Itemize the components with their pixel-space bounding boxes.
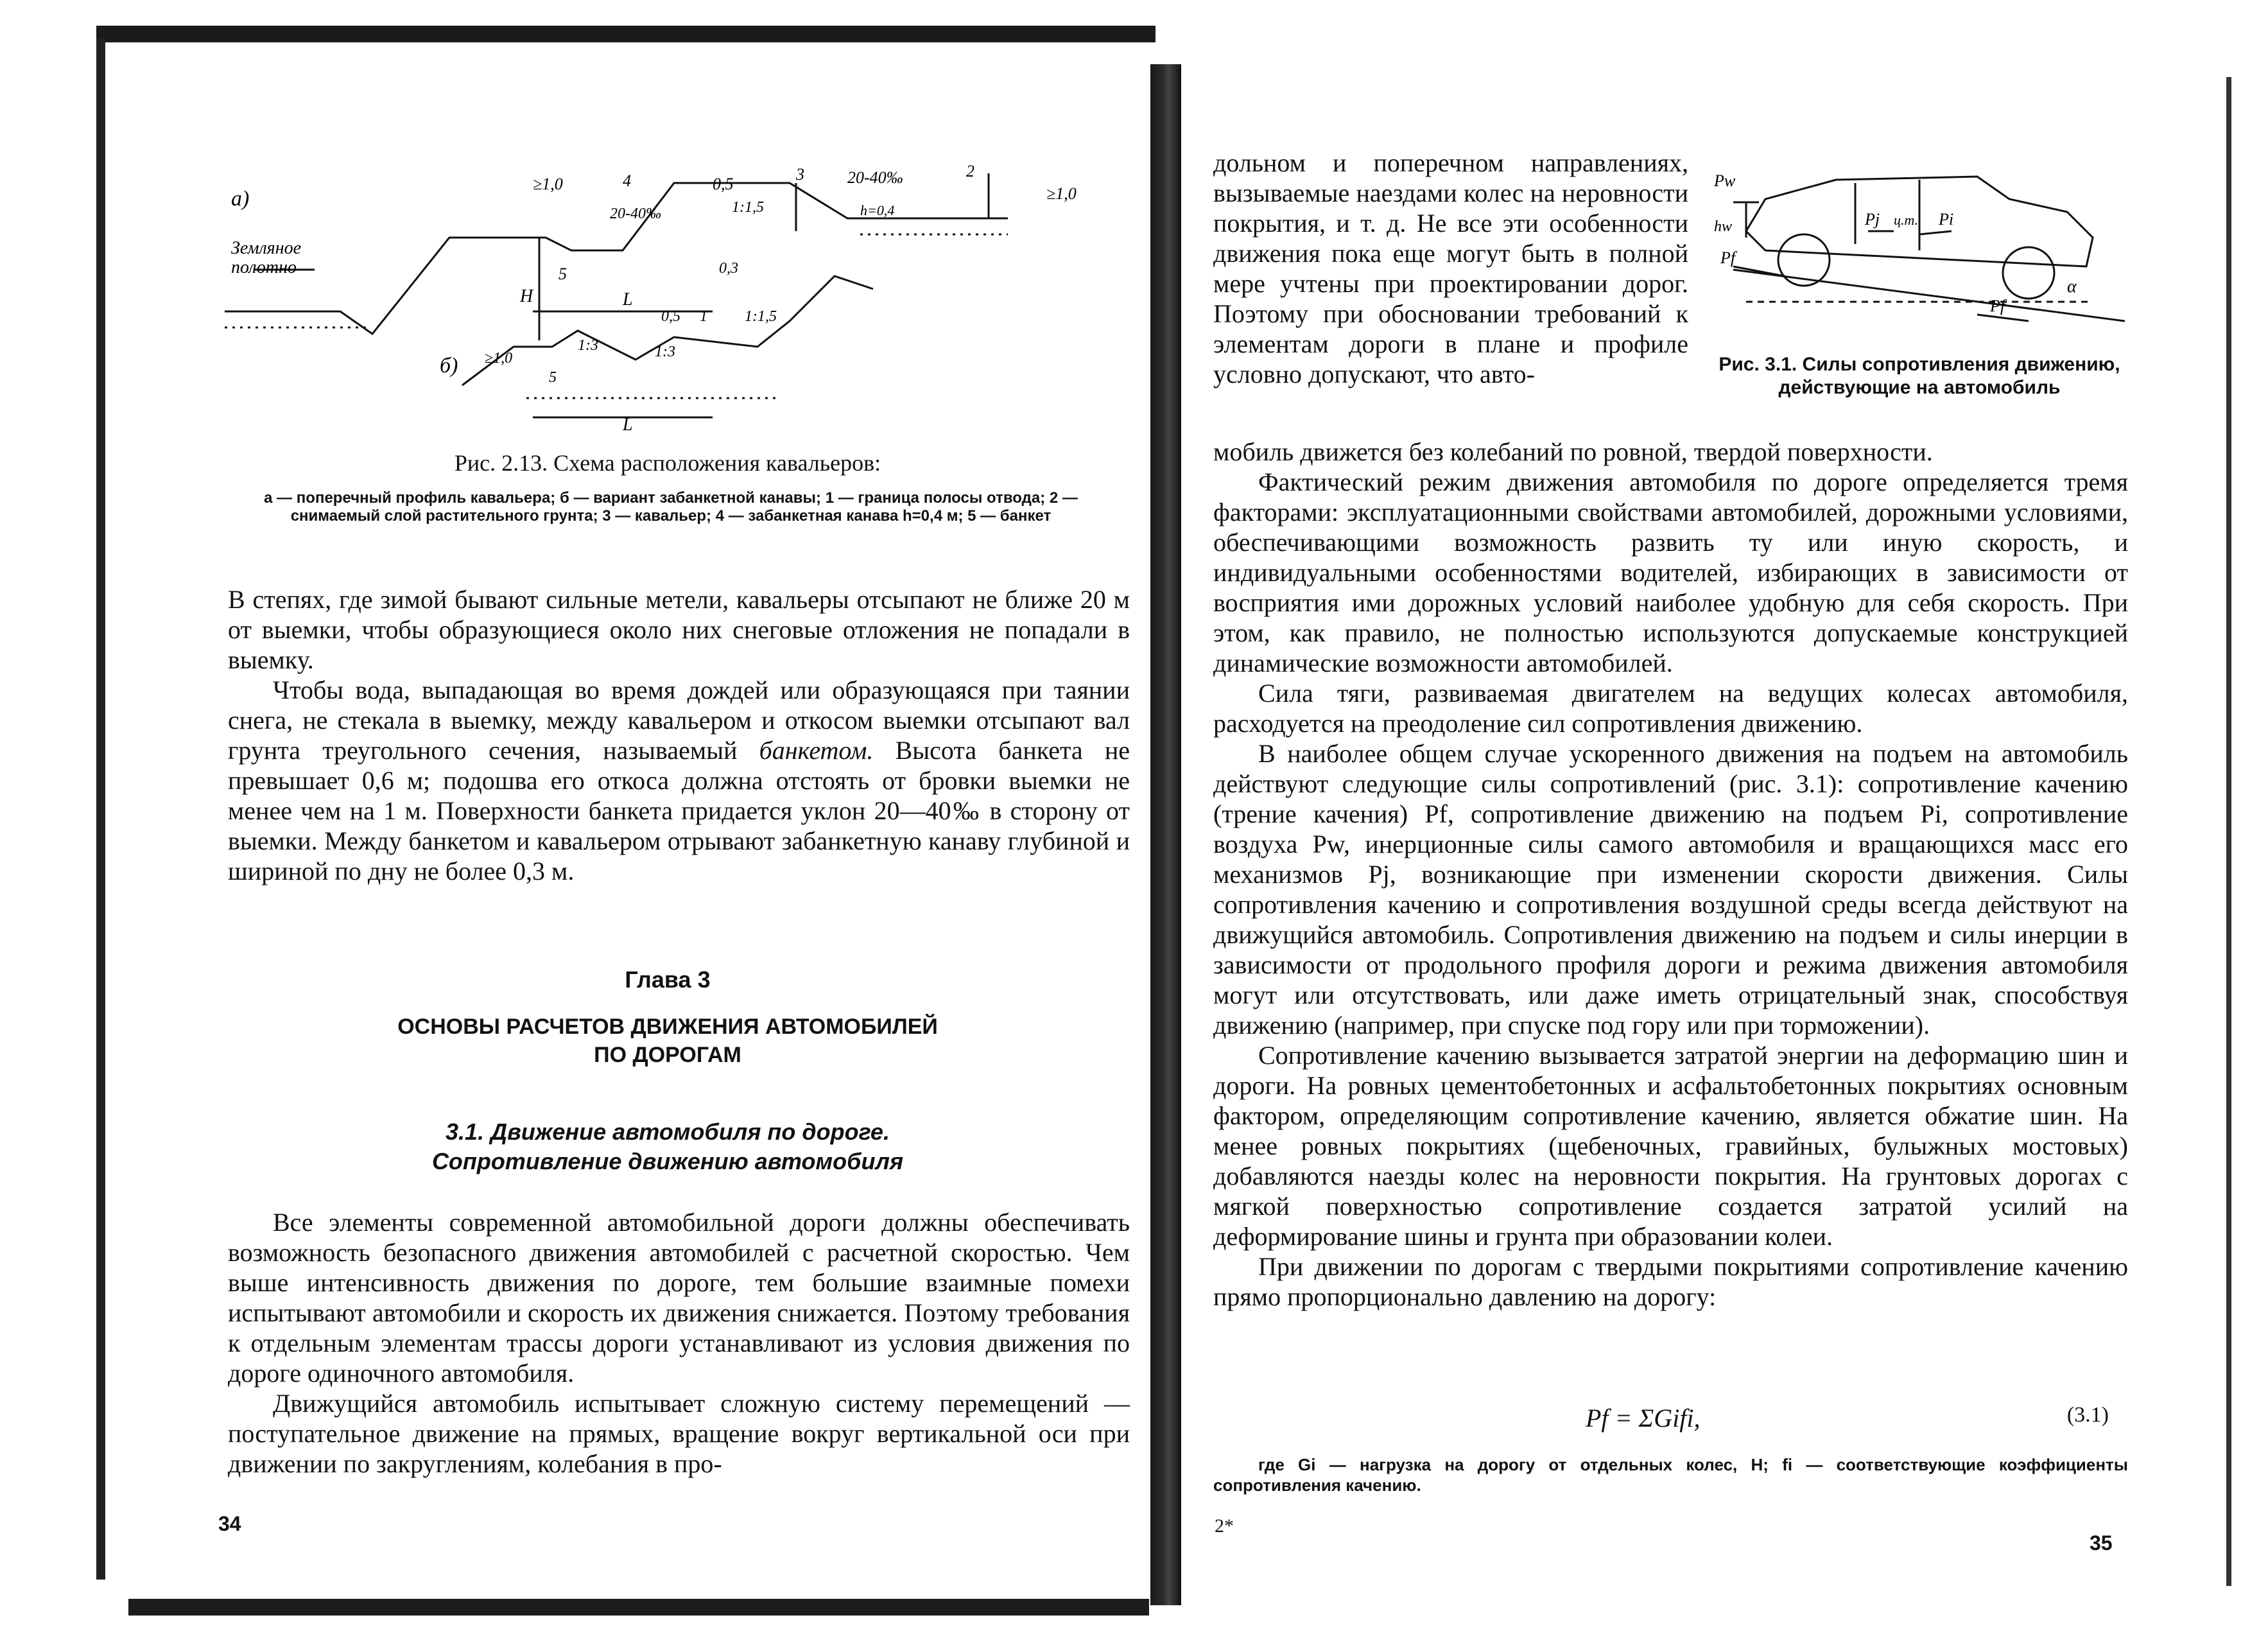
fig-label-2: 2 [966, 162, 974, 180]
paragraph: Сила тяги, развиваемая двигателем на ведущих колесах автомобиля, расходуется на преодоление сил сопротивления движению. [1213, 679, 2128, 738]
paragraph: дольном и поперечном направлениях, вызываемые наездами колес на неровности покрытия, и т. д. Не все эти особенности движения пока еще могут быть в полной мере учтены при проектировании дорог. Поэтому при обосновании требований к элементам дороги в плане и профиле условно допускают, что авто- [1213, 148, 1688, 388]
right-text-wrap [1213, 148, 1688, 389]
fig-label-4: 4 [623, 171, 631, 190]
cavalier-diagram [212, 135, 1123, 443]
section-title-line: 3.1. Движение автомобиля по дороге. [446, 1119, 890, 1145]
car-label-pj: Pj [1865, 210, 1880, 229]
car-label-pf2: Pf [1990, 297, 2005, 315]
fig-label-b10: ≥1,0 [485, 350, 513, 367]
chapter-heading [212, 966, 1123, 1069]
fig-label-b05: 0,5 [661, 308, 680, 325]
formula: Pf = ΣGifi, [1586, 1404, 1701, 1433]
fig-label-m1: ≥1,0 [533, 175, 563, 193]
chapter-title-line: ПО ДОРОГАМ [594, 1043, 741, 1067]
fig-label-b: б) [440, 354, 458, 378]
signature-mark: 2* [1215, 1515, 1234, 1537]
section-title-line: Сопротивление движению автомобиля [431, 1148, 904, 1174]
paragraph: При движении по дорогам с твердыми покрытиями сопротивление качению прямо пропорционально давлению на дорогу: [1213, 1252, 2128, 1311]
fig-label-03: 0,3 [719, 260, 738, 277]
formula-number: (3.1) [2066, 1403, 2109, 1427]
section-heading [212, 1117, 1123, 1176]
car-forces-diagram [1708, 154, 2131, 347]
left-text-block-2 [228, 1207, 1130, 1479]
car-label-pf: Pf [1720, 248, 1736, 267]
paragraph: мобиль движется без колебаний по ровной, твердой поверхности. [1213, 437, 1933, 466]
scan-border-left [96, 39, 105, 1580]
text-run: Высота банкета не превышает 0,6 м; подошва его откоса должна отстоять от бровки выемки не менее чем на 1 м. Поверхности банкета придается уклон 20—40‰ в сторону от выемки. Между банкетом и кавальером отрывают забанкетную канаву глубиной и шириной по дну не более 0,3 м. [228, 736, 1130, 885]
fig-label-r1: ≥1,0 [1046, 184, 1077, 203]
fig-label-earth2: полотно [231, 257, 297, 277]
paragraph: Фактический режим движения автомобиля по дороге определяется тремя факторами: эксплуатационными свойствами автомобилей, дорожными условиями, обеспечивающими возможность развить ту или иную скорость, и индивидуальными особенностями водителей, избирающих в зависимости от восприятия ими дорожных условий наиболее удобную для себя скорость. При этом, как правило, не полностью используются допускаемые конструкцией динамические возможности автомобилей. [1213, 467, 2128, 677]
fig-label-b1: 1 [700, 308, 707, 325]
car-label-ct: ц.т. [1894, 212, 1919, 228]
fig-label-b13b: 1:3 [655, 344, 675, 360]
paragraph [228, 675, 1130, 886]
figure-caption: Рис. 2.13. Схема расположения кавальеров: [454, 450, 881, 476]
fig-label-earth: Земляное [231, 238, 302, 258]
car-label-pw: Pw [1714, 171, 1736, 190]
fig-label-s115: 1:1,5 [732, 199, 764, 216]
fig-label-5: 5 [558, 265, 567, 283]
car-label-alpha: α [2067, 277, 2077, 297]
chapter-title-line: ОСНОВЫ РАСЧЕТОВ ДВИЖЕНИЯ АВТОМОБИЛЕЙ [397, 1015, 938, 1039]
scan-border-right [2226, 77, 2231, 1586]
fig-label-slope1: 20-40‰ [847, 168, 903, 187]
page-number: 34 [218, 1512, 241, 1535]
car-label-hw: hw [1714, 218, 1733, 235]
figure-note: а — поперечный профиль кавальера; б — вариант забанкетной канавы; 1 — граница полосы отвода; 2 — снимаемый слой растительного грунта; 3 — кавальер; 4 — забанкетная канава h=0,4 м; 5 — банкет [264, 489, 1078, 525]
chapter-number: Глава 3 [625, 966, 711, 993]
fig-label-b5: 5 [549, 369, 557, 386]
scan-border-bottom [128, 1599, 1149, 1616]
paragraph: В степях, где зимой бывают сильные метели, кавальеры отсыпают не ближе 20 м от выемки, чтобы образующиеся около них снеговые отложения не попадали в выемку. [228, 585, 1130, 674]
paragraph: Все элементы современной автомобильной дороги должны обеспечивать возможность безопасного движения автомобилей с расчетной скоростью. Чем выше интенсивность движения по дороге, тем большие взаимные помехи испытывают автомобили и скорость их движения снижается. Поэтому требования к отдельным элементам трассы дороги устанавливают из условия движения по дороге одиночного автомобиля. [228, 1208, 1130, 1388]
fig-label-bs: 1:1,5 [745, 308, 777, 325]
paragraph: В наиболее общем случае ускоренного движения на подъем на автомобиль действуют следующие силы сопротивлений (рис. 3.1): сопротивление качению (трение качения) Pf, сопротивление движению на подъем Pi, сопротивление воздуха Pw, инерционные силы самого автомобиля и вращающихся масс его механизмов Pj, возникающие при изменении скорости движения. Силы сопротивления качению и сопротивления воздушной среды всегда действуют на движущийся автомобиль. Сопротивления движению на подъем и силы инерции в зависимости от продольного профиля дороги и режима движения автомобиля могут или отсутствовать, или даже иметь отрицательный знак, способствуя движению (например, при спуске под гору или при торможении). [1213, 739, 2128, 1040]
formula-explanation: где Gi — нагрузка на дорогу от отдельных колес, Н; fi — соответствующие коэффициенты сопротивления качению. [1213, 1455, 2128, 1495]
fig-label-bL: L [623, 415, 633, 435]
fig-label-h: h=0,4 [860, 202, 895, 218]
term: банкетом. [759, 736, 874, 765]
car-label-pi: Pi [1939, 210, 1954, 229]
scan-border-top [96, 26, 1156, 42]
fig-label-slope2: 20-40‰ [610, 205, 661, 222]
book-gutter [1150, 64, 1181, 1605]
fig-label-L: L [623, 290, 633, 309]
car-figure-caption: Рис. 3.1. Силы сопротивления движению, действующие на автомобиль [1718, 354, 2120, 398]
right-text-block [1213, 437, 2128, 1312]
fig-label-05: 0,5 [713, 175, 734, 193]
page-number: 35 [2090, 1531, 2113, 1555]
text-run: Чтобы вода, выпадающая во время дождей или образующаяся при таянии снега, не стекала в выемку, между кавальером и откосом выемки отсыпают вал грунта треугольного сечения, называемый [228, 675, 1130, 765]
fig-label-H: H [520, 286, 533, 306]
fig-label-a: а) [231, 187, 250, 211]
fig-label-3: 3 [796, 165, 804, 184]
left-text-block [228, 584, 1130, 886]
fig-label-b13: 1:3 [578, 337, 598, 354]
paragraph: Сопротивление качению вызывается затратой энергии на деформацию шин и дороги. На ровных цементобетонных и асфальтобетонных покрытиях основным фактором, определяющим сопротивление качению, является обжатие шин. На менее ровных покрытиях (щебеночных, гравийных, булыжных мостовых) добавляются наезды колес на неровности покрытия. На грунтовых дорогах с мягкой поверхностью сопротивление создается затратой усилий на деформирование шины и грунта при образовании колеи. [1213, 1041, 2128, 1251]
paragraph: Движущийся автомобиль испытывает сложную систему перемещений — поступательное движение на прямых, вращение вокруг вертикальной оси при движении по закруглениям, колебания в про- [228, 1389, 1130, 1478]
